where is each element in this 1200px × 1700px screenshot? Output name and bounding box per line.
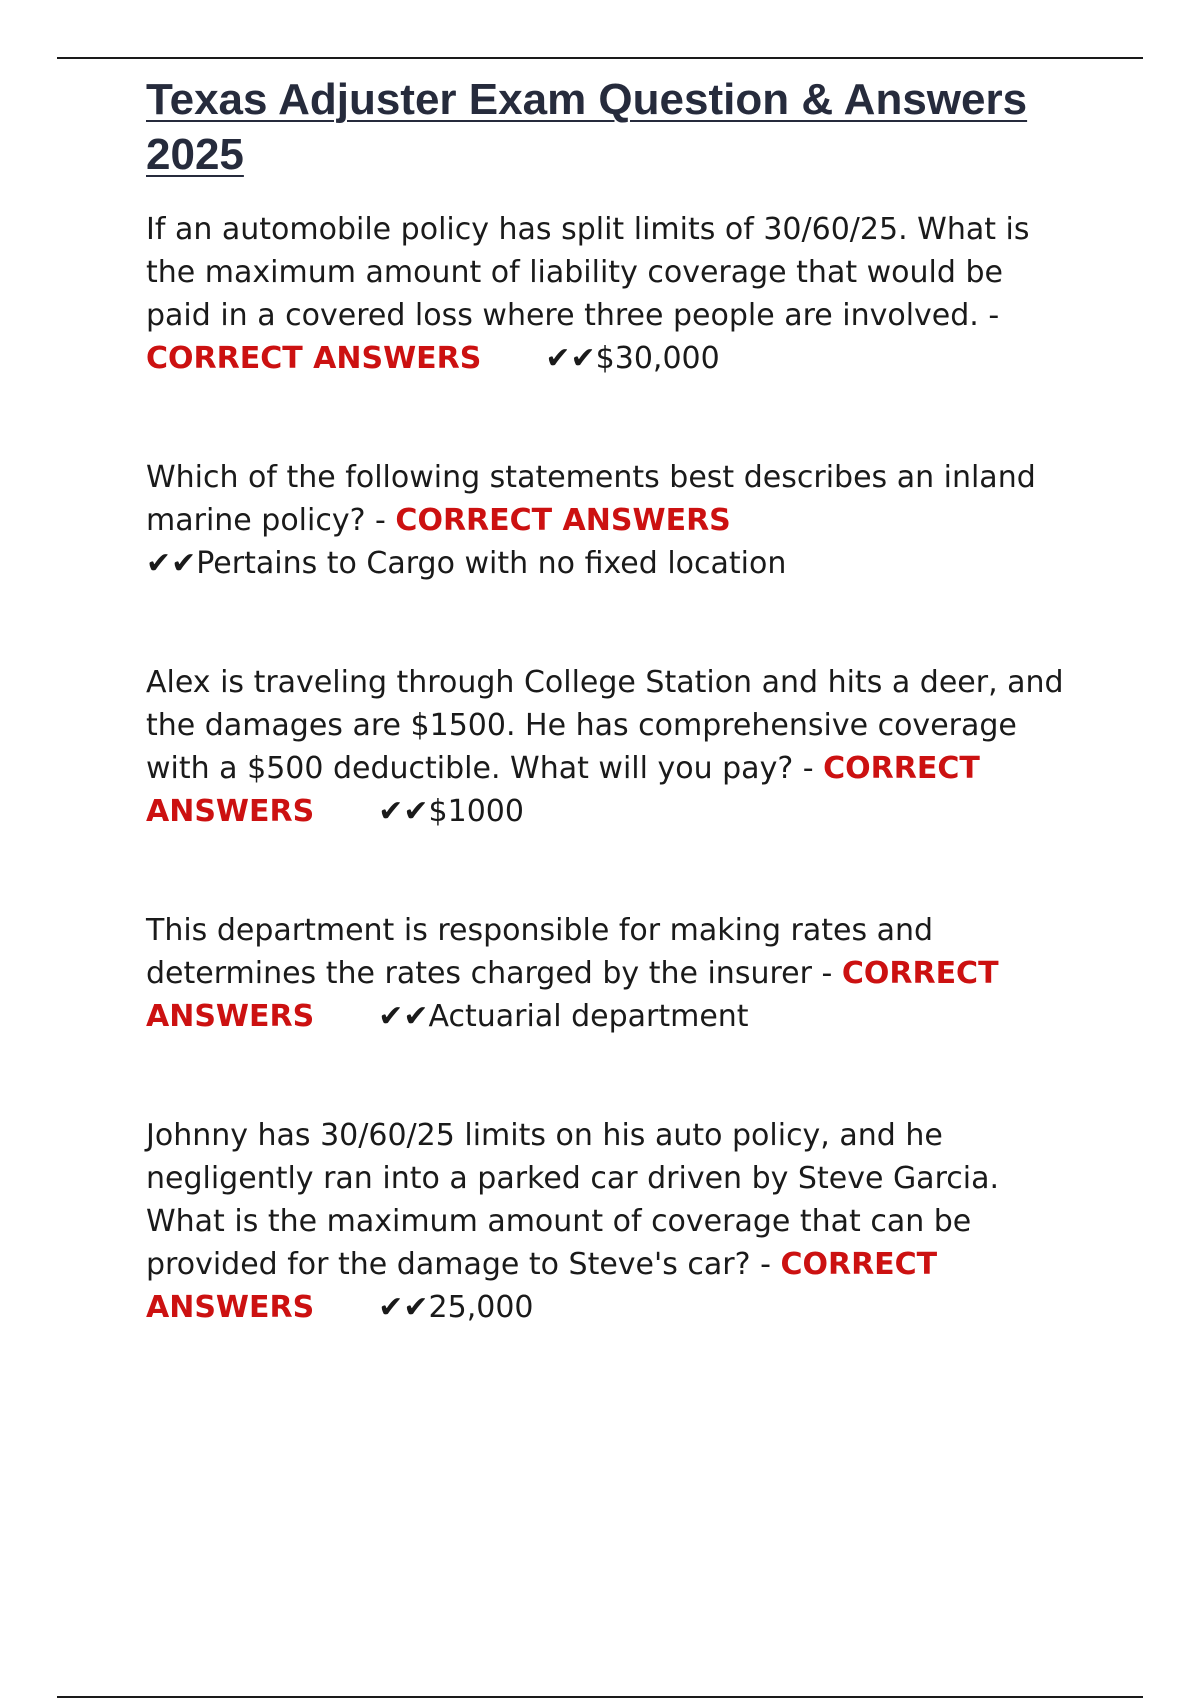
answer-text: $30,000 (595, 341, 720, 376)
answer-text: $1000 (428, 794, 524, 829)
double-check-icon: ✔✔ (378, 1290, 429, 1325)
question-text: Which of the following statements best describes an inland marine policy? - (146, 460, 1036, 538)
qa-item (146, 208, 1076, 380)
correct-answers-label: CORRECT ANSWERS (146, 1247, 938, 1325)
bottom-rule (57, 1696, 1143, 1698)
double-check-icon: ✔✔ (545, 341, 596, 376)
answer-text: 25,000 (428, 1290, 534, 1325)
correct-answers-label: CORRECT ANSWERS (146, 341, 482, 376)
double-check-icon: ✔✔ (378, 794, 429, 829)
double-check-icon: ✔✔ (378, 999, 429, 1034)
question-text: If an automobile policy has split limits of 30/60/25. What is the maximum amount of liability coverage that would be paid in a covered loss where three people are involved. - (146, 212, 1030, 333)
answer-text: Actuarial department (428, 999, 749, 1034)
qa-item (146, 456, 1076, 585)
correct-answers-label: CORRECT ANSWERS (146, 956, 999, 1034)
qa-item (146, 909, 1076, 1038)
answer-text: Pertains to Cargo with no fixed location (196, 546, 787, 581)
question-text: This department is responsible for making rates and determines the rates charged by the insurer - (146, 913, 934, 991)
question-text: Alex is traveling through College Station and hits a deer, and the damages are $1500. He has comprehensive coverage with a $500 deductible. What will you pay? - (146, 665, 1064, 786)
document-title: Texas Adjuster Exam Question & Answers 2025 (146, 75, 1028, 179)
qa-item (146, 1114, 1076, 1329)
question-text: Johnny has 30/60/25 limits on his auto policy, and he negligently ran into a parked car driven by Steve Garcia. What is the maximum amount of coverage that can be provided for the damage to Steve's car? - (146, 1118, 999, 1282)
correct-answers-label: CORRECT ANSWERS (395, 503, 731, 538)
top-rule (57, 57, 1143, 59)
qa-item (146, 661, 1076, 833)
correct-answers-label: CORRECT ANSWERS (146, 751, 980, 829)
document-body (146, 72, 1076, 1405)
double-check-icon: ✔✔ (146, 546, 197, 581)
